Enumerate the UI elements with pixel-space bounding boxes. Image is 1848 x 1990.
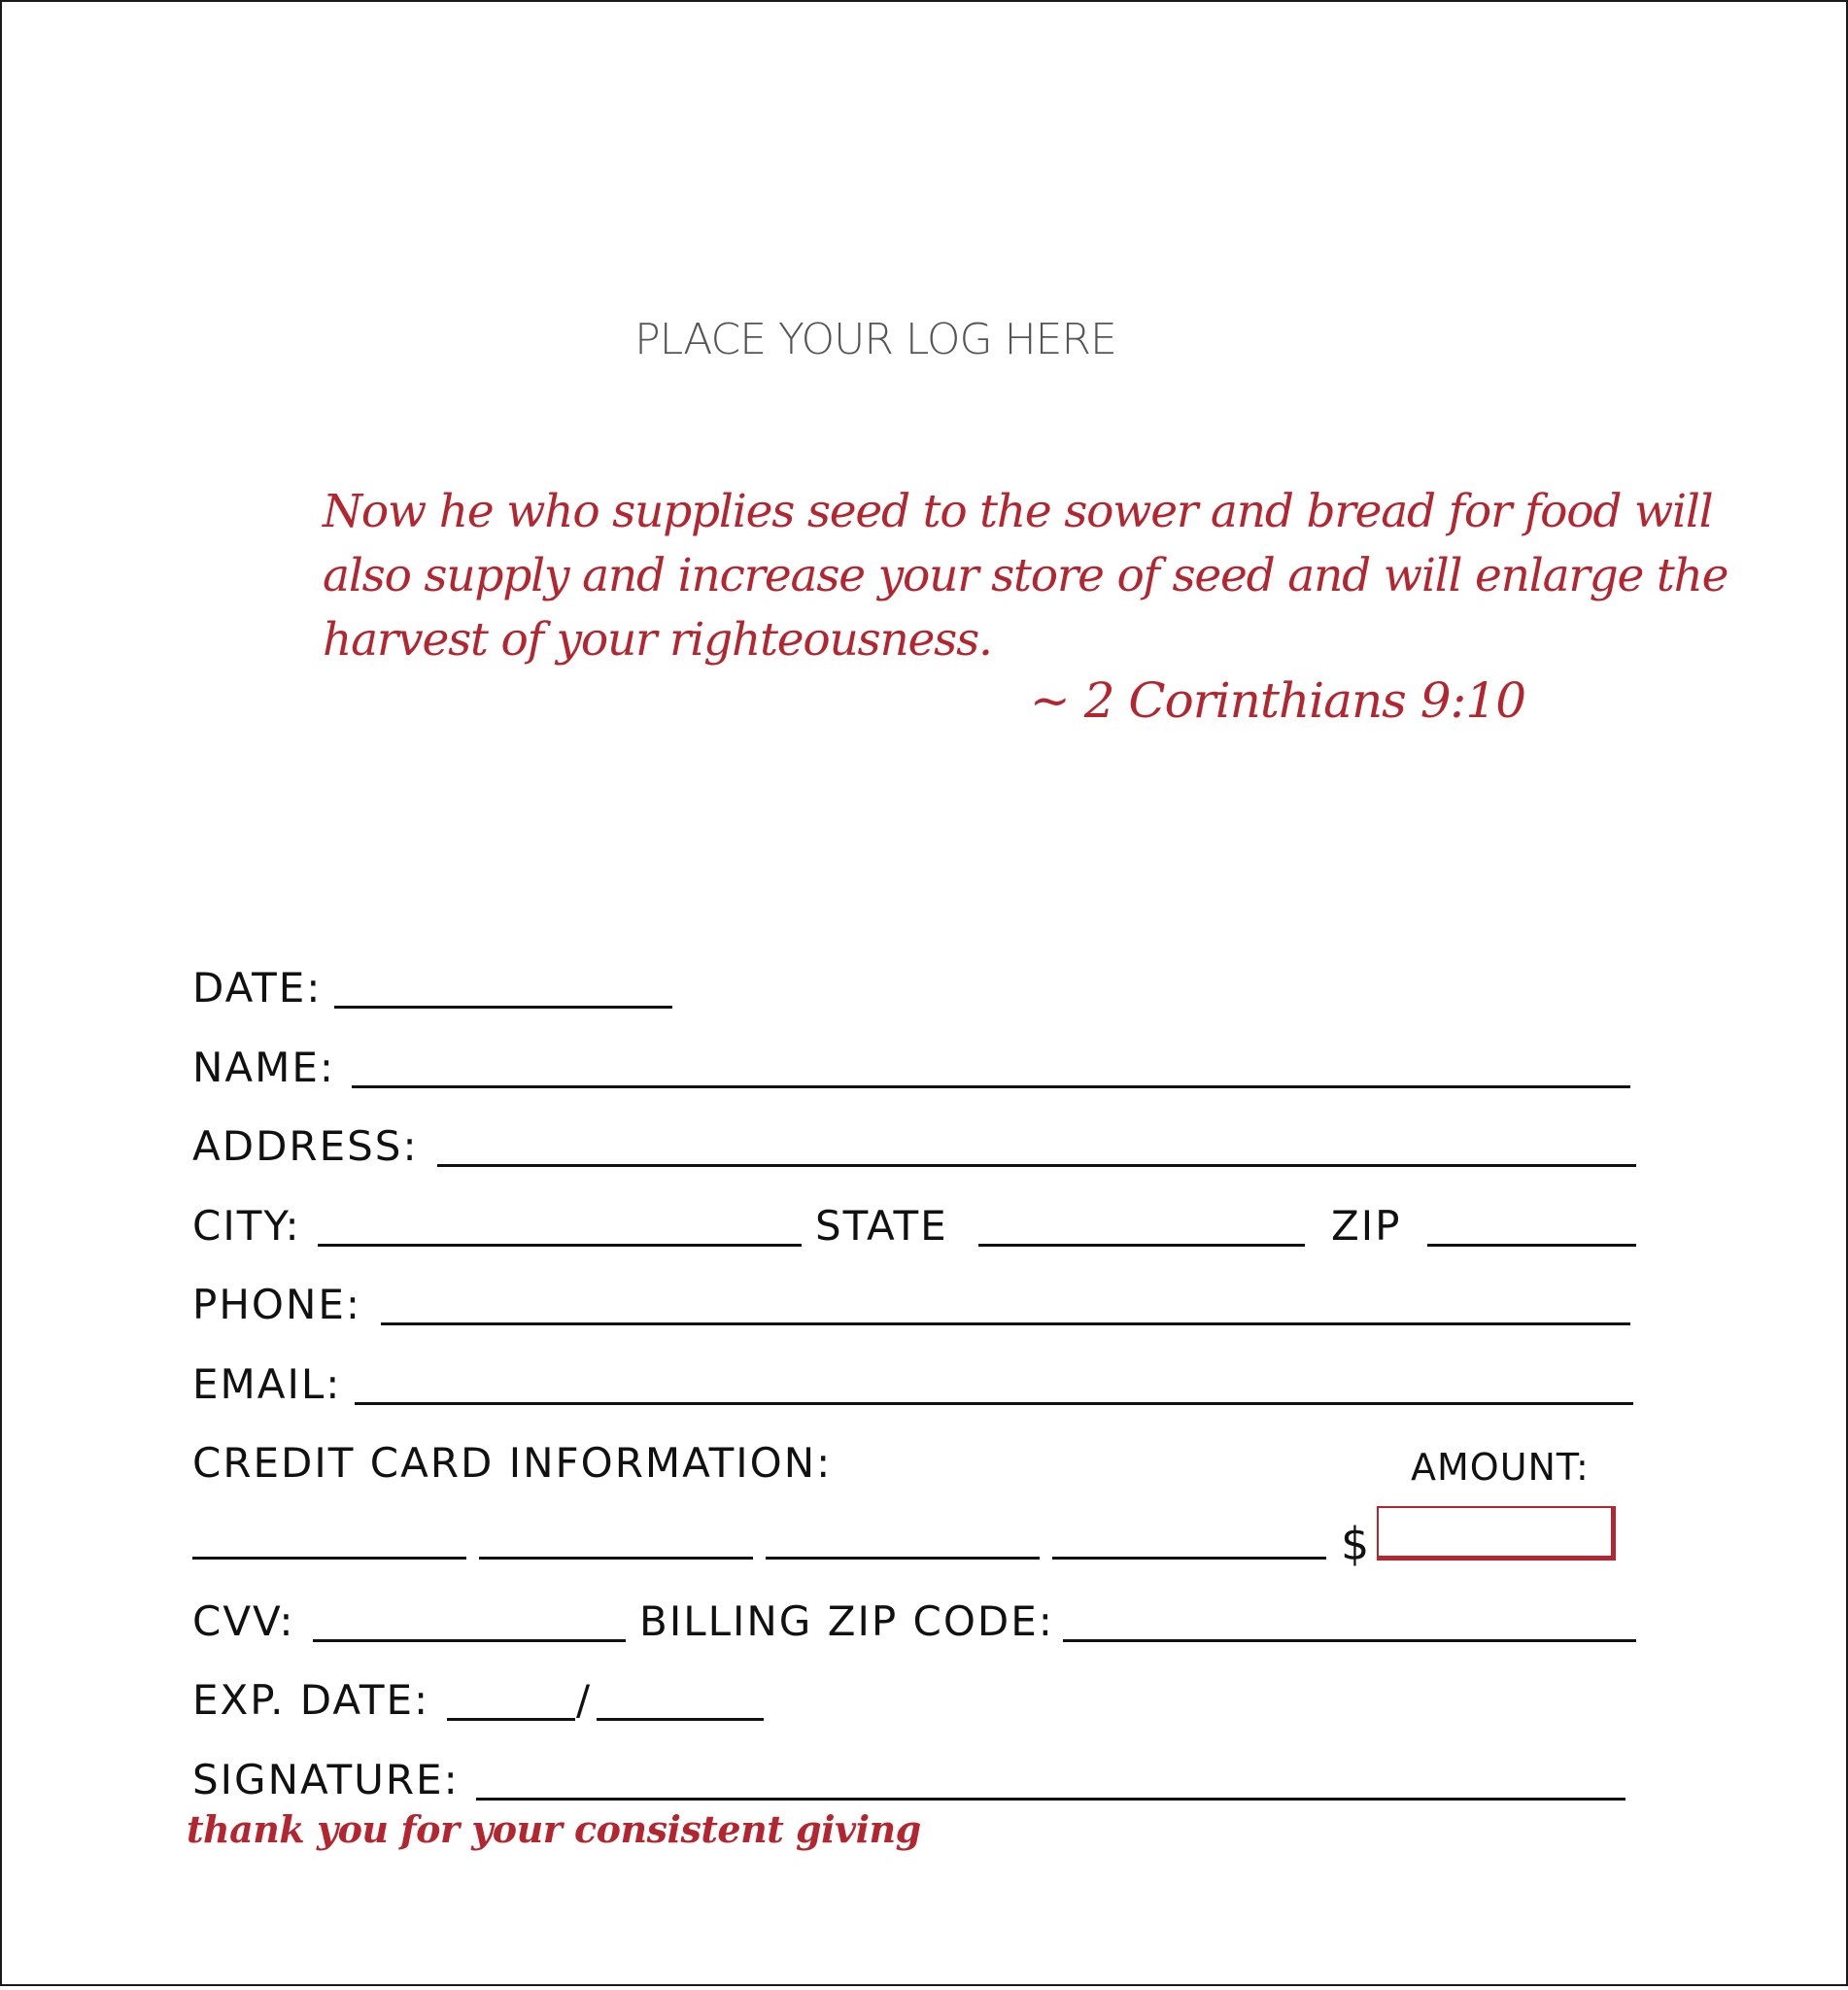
currency-symbol: $ xyxy=(1341,1518,1370,1570)
email-field[interactable] xyxy=(355,1402,1633,1405)
card-number-group-4[interactable] xyxy=(1052,1557,1326,1560)
zip-field[interactable] xyxy=(1427,1244,1636,1247)
amount-label: AMOUNT: xyxy=(1411,1446,1590,1489)
state-label: STATE xyxy=(815,1202,948,1250)
email-label: EMAIL: xyxy=(192,1360,342,1408)
date-field[interactable] xyxy=(334,1006,672,1009)
billing-zip-label: BILLING ZIP CODE: xyxy=(639,1597,1054,1645)
state-field[interactable] xyxy=(978,1244,1305,1247)
verse-line: Now he who supplies seed to the sower and bread for food will xyxy=(323,485,1713,538)
name-label: NAME: xyxy=(192,1044,336,1091)
exp-month-field[interactable] xyxy=(447,1718,575,1721)
date-label: DATE: xyxy=(192,964,323,1012)
verse-line: also supply and increase your store of seed and will enlarge the xyxy=(323,549,1728,602)
signature-label: SIGNATURE: xyxy=(192,1756,460,1803)
logo-placeholder: PLACE YOUR LOG HERE xyxy=(634,315,1116,364)
name-field[interactable] xyxy=(352,1085,1630,1088)
signature-field[interactable] xyxy=(476,1798,1626,1801)
card-number-group-2[interactable] xyxy=(479,1557,753,1560)
city-field[interactable] xyxy=(318,1244,802,1247)
card-number-group-1[interactable] xyxy=(192,1557,466,1560)
exp-year-field[interactable] xyxy=(597,1718,764,1721)
thank-you-note: thank you for your consistent giving xyxy=(187,1807,921,1851)
cvv-field[interactable] xyxy=(313,1639,626,1642)
billing-zip-field[interactable] xyxy=(1063,1639,1636,1642)
phone-field[interactable] xyxy=(381,1322,1630,1325)
verse-citation: ~ 2 Corinthians 9:10 xyxy=(1029,672,1525,729)
address-label: ADDRESS: xyxy=(192,1122,419,1170)
credit-card-label: CREDIT CARD INFORMATION: xyxy=(192,1439,833,1487)
address-field[interactable] xyxy=(437,1164,1636,1167)
exp-date-label: EXP. DATE: xyxy=(192,1676,430,1724)
phone-label: PHONE: xyxy=(192,1281,362,1328)
scripture-verse xyxy=(323,480,1728,672)
amount-input[interactable] xyxy=(1377,1506,1616,1561)
city-label: CITY: xyxy=(192,1202,301,1250)
zip-label: ZIP xyxy=(1331,1202,1402,1250)
verse-line: harvest of your righteousness. xyxy=(323,613,992,667)
exp-separator: / xyxy=(576,1676,591,1724)
cvv-label: CVV: xyxy=(192,1597,295,1645)
card-number-group-3[interactable] xyxy=(766,1557,1040,1560)
